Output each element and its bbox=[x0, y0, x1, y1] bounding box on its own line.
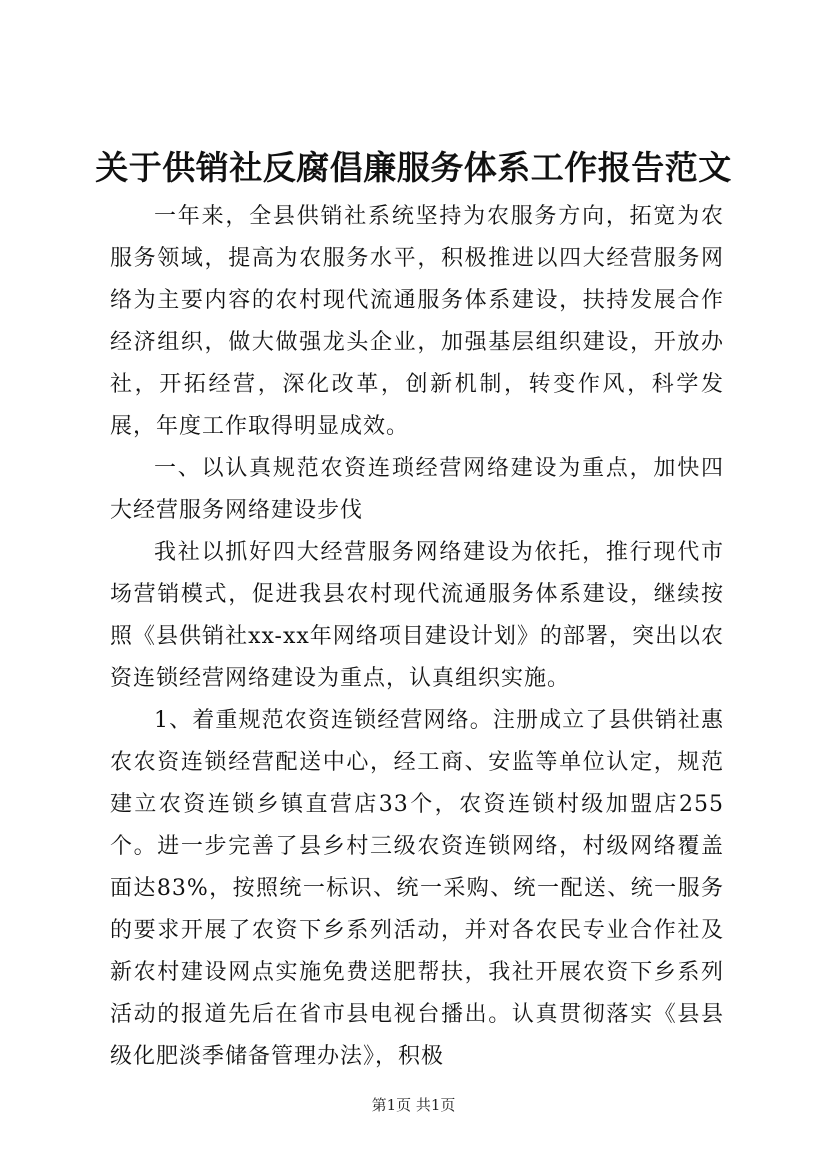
page-title: 关于供销社反腐倡廉服务体系工作报告范文 bbox=[95, 148, 732, 187]
paragraph-item-1: 1、着重规范农资连锁经营网络。注册成立了县供销社惠农农资连锁经营配送中心，经工商、安监等单位认定，规范建立农资连锁乡镇直营店33个，农资连锁村级加盟店255个。进一步完善了县乡村三级农资连锁网络，村级网络覆盖面达83%，按照统一标识、统一采购、统一配送、统一服务的要求开展了农资下乡系列活动，并对各农民专业合作社及新农村建设网点实施免费送肥帮扶，我社开展农资下乡系列活动的报道先后在省市县电视台播出。认真贯彻落实《县县级化肥淡季储备管理办法》，积极 bbox=[110, 708, 724, 1069]
page-footer bbox=[0, 1095, 827, 1115]
page-number-label: 第1页 共1页 bbox=[371, 1096, 456, 1114]
document-body bbox=[110, 196, 724, 1078]
paragraph-section-heading: 一、以认真规范农资连琐经营网络建设为重点，加快四大经营服务网络建设步伐 bbox=[110, 456, 724, 523]
paragraph-intro: 一年来，全县供销社系统坚持为农服务方向，拓宽为农服务领域，提高为农服务水平，积极推进以四大经营服务网络为主要内容的农村现代流通服务体系建设，扶持发展合作经济组织，做大做强龙头企业，加强基层组织建设，开放办社，开拓经营，深化改革，创新机制，转变作风，科学发展，年度工作取得明显成效。 bbox=[110, 204, 724, 439]
paragraph-network-plan: 我社以抓好四大经营服务网络建设为依托，推行现代市场营销模式，促进我县农村现代流通服务体系建设，继续按照《县供销社xx-xx年网络项目建设计划》的部署，突出以农资连锁经营网络建设为重点，认真组织实施。 bbox=[110, 540, 724, 691]
